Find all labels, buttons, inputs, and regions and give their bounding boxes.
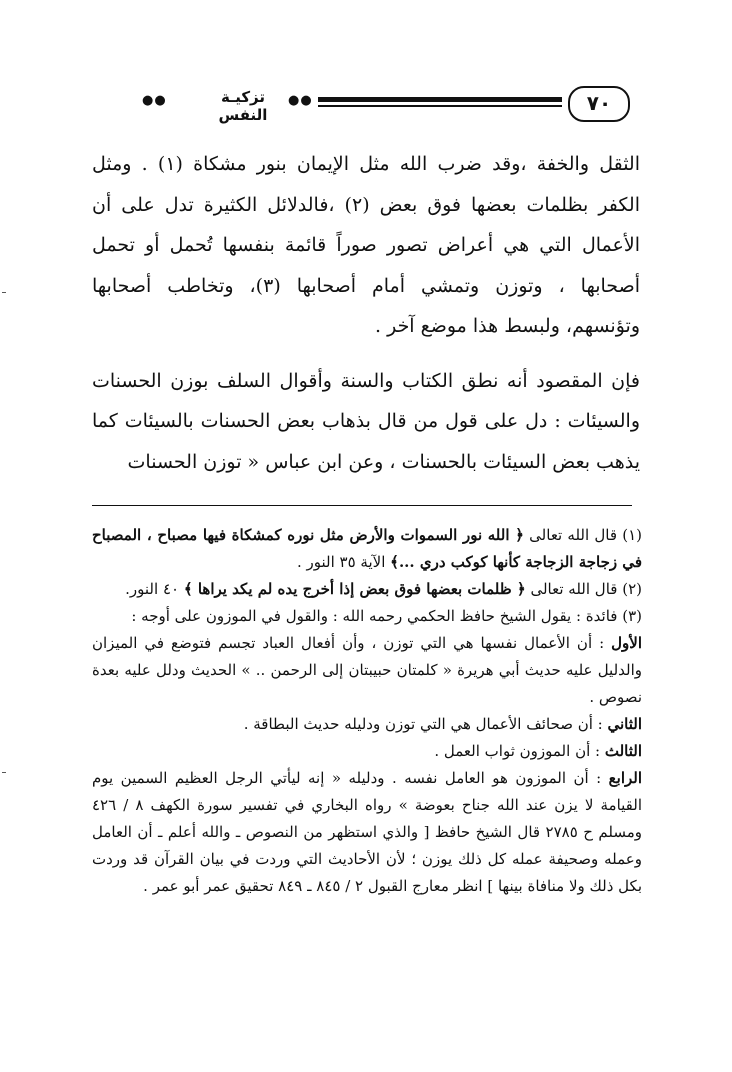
body-paragraph-2: فإن المقصود أنه نطق الكتاب والسنة وأقوال السلف بوزن الحسنات والسيئات : دل على قول من قال بذهاب بعض الحسنات بالسيئات كما يذهب بعض السيئات بالحسنات ، وعن ابن عباس « توزن الحسنات (92, 369, 640, 473)
fourth-text: : أن الموزون هو العامل نفسه . ودليله « إنه ليأتي الرجل العظيم السمين يوم القيامة لا يزن عند الله جناح بعوضة » رواه البخاري في تفسير سورة الكهف ٨ / ٤٢٦ ومسلم ح ٢٧٨٥ قال الشيخ حافظ [ والذي استظهر من النصوص ـ والله أعلم ـ أن العامل وعمله وصحيفة عمله كل ذلك يوزن ؛ لأن الأحاديث التي وردت في بيان القرآن قد وردت بكل ذلك ولا منافاة بينها ] انظر معارج القبول ٢ / ٨٤٥ ـ ٨٤٩ تحقيق عمر أبو عمر . (92, 769, 642, 895)
page-number: ٧٠ (568, 86, 630, 122)
footnote-3-third (92, 738, 642, 765)
footnote-2-prefix: (٢) قال الله تعالى (530, 580, 642, 598)
page-header (60, 86, 640, 126)
third-label: الثالث (604, 742, 642, 760)
body-paragraph-1: الثقل والخفة ،وقد ضرب الله مثل الإيمان بنور مشكاة (١) . ومثل الكفر بظلمات بعضها فوق بعض (٢) ،فالدلائل الكثيرة تدل على أن الأعمال التي هي أعراض تصور صوراً قائمة بنفسها تُحمل أو تحمل أصحابها ، وتوزن وتمشي أمام أصحابها (٣)، وتخاطب أصحابها وتؤنسهم، ولبسط هذا موضع آخر . (92, 153, 640, 337)
footnote-1-suffix: الآية ٣٥ النور . (296, 553, 386, 571)
second-text: : أن صحائف الأعمال هي التي توزن ودليله حديث البطاقة . (243, 715, 603, 733)
footnotes (92, 522, 642, 900)
footnote-3-fourth (92, 765, 642, 900)
footnote-1-quote: ﴿ الله نور السموات والأرض مثل نوره كمشكاة فيها مصباح ، المصباح في زجاجة الزجاجة كأنها كوكب دري ...﴾ (92, 526, 642, 571)
fourth-label: الرابع (608, 769, 642, 787)
footnote-1 (92, 522, 642, 576)
footnote-3-intro: (٣) فائدة : يقول الشيخ حافظ الحكمي رحمه الله : والقول في الموزون على أوجه : (131, 607, 642, 625)
footnote-1-prefix: (١) قال الله تعالى (529, 526, 642, 544)
footnote-3-second (92, 711, 642, 738)
footnote-2-suffix: ٤٠ النور. (125, 580, 180, 598)
first-label: الأول (611, 634, 642, 652)
margin-mark (2, 292, 6, 293)
book-title: تزكيـة النفس (218, 88, 268, 124)
footnote-3-first (92, 630, 642, 711)
main-text (92, 144, 640, 482)
ornament-dots-icon: ●● (288, 93, 313, 108)
margin-mark (2, 772, 6, 773)
header-rule-thick (318, 97, 562, 102)
ornament-dots-icon: ●● (142, 93, 167, 108)
second-label: الثاني (607, 715, 642, 733)
footnote-2 (92, 576, 642, 603)
header-rule-thin (318, 105, 562, 107)
footnote-2-quote: ﴿ ظلمات بعضها فوق بعض إذا أخرج يده لم يكد يراها ﴾ (183, 580, 526, 598)
footnote-separator (92, 505, 632, 506)
first-text: : أن الأعمال نفسها هي التي توزن ، وأن أفعال العباد تجسم فتوضع في الميزان والدليل عليه حديث أبي هريرة « كلمتان حبيبتان إلى الرحمن .. » الحديث ودلل عليه بعدة نصوص . (92, 634, 642, 706)
third-text: : أن الموزون ثواب العمل . (434, 742, 601, 760)
